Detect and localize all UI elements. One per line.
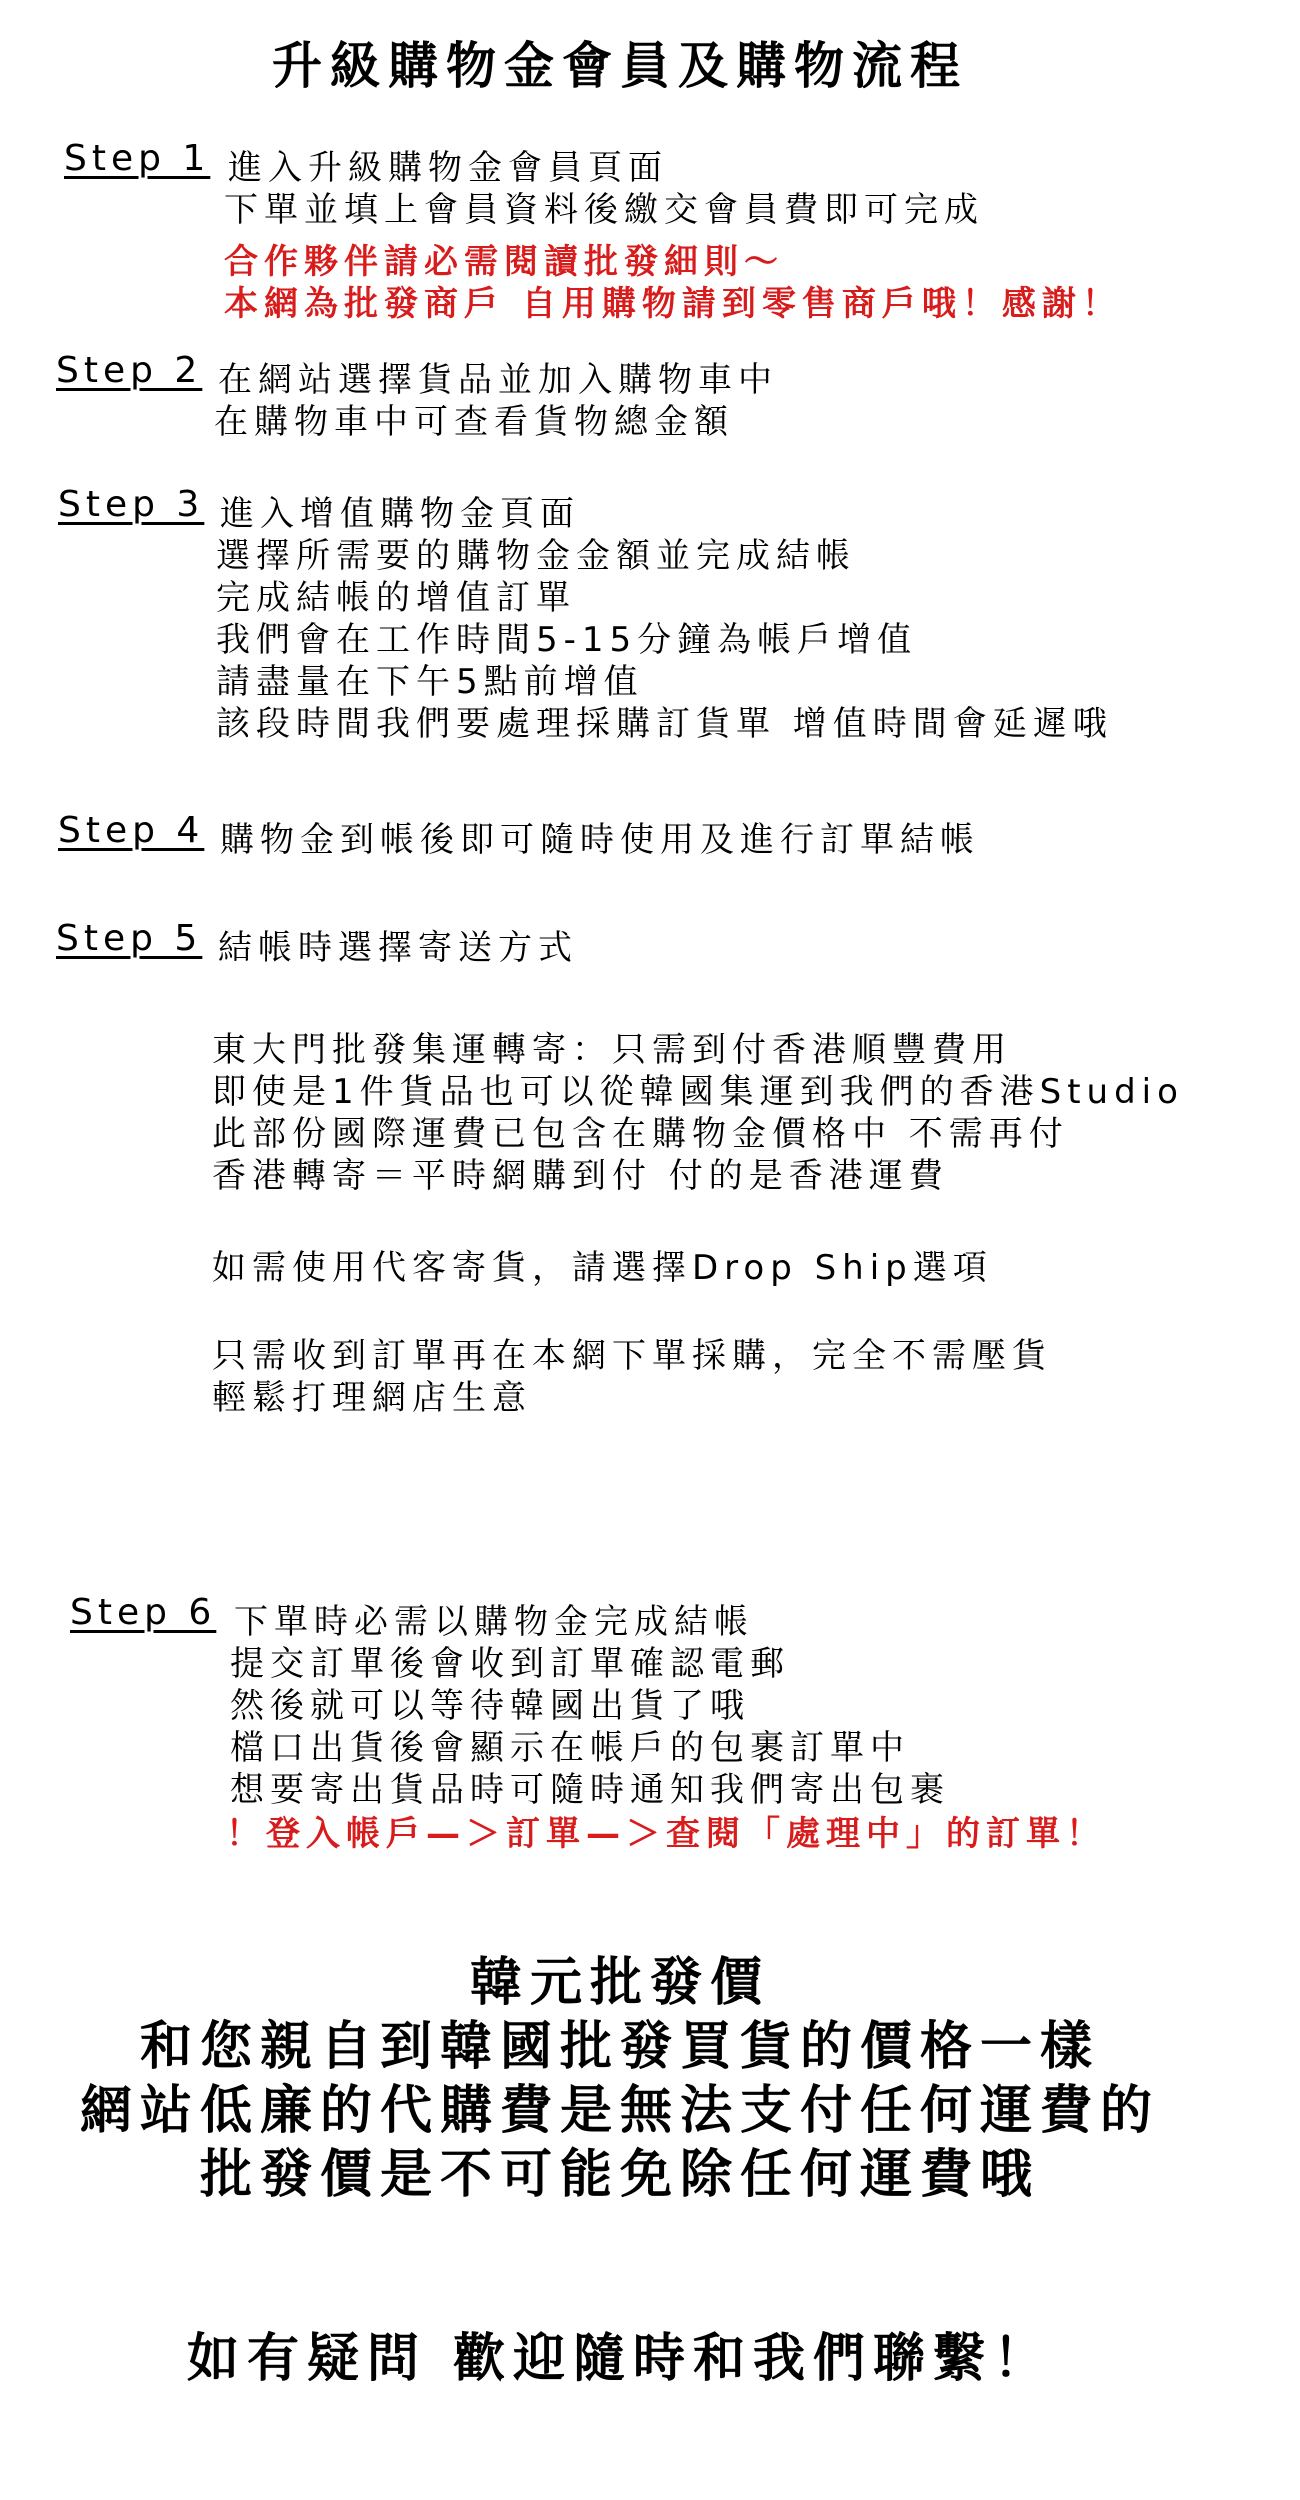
- step-4-label: Step 4: [58, 810, 205, 851]
- step-5-line: 結帳時選擇寄送方式: [218, 928, 578, 968]
- contact-message: 如有疑問 歡迎隨時和我們聯繫！: [186, 2329, 1054, 2389]
- step-6-line: 下單時必需以購物金完成結帳: [234, 1602, 754, 1642]
- step-1-label: Step 1: [64, 138, 211, 179]
- step-6-line: 然後就可以等待韓國出貨了哦: [230, 1686, 750, 1726]
- step-2-line: 在網站選擇貨品並加入購物車中: [218, 360, 778, 400]
- step-6-line: 提交訂單後會收到訂單確認電郵: [230, 1644, 790, 1684]
- step-6-line: 想要寄出貨品時可隨時通知我們寄出包裹: [230, 1770, 950, 1810]
- shipping-note: 東大門批發集運轉寄：只需到付香港順豐費用: [212, 1030, 1012, 1070]
- step-1-line: 下單並填上會員資料後繳交會員費即可完成: [224, 190, 984, 230]
- pricing-note: 網站低廉的代購費是無法支付任何運費的: [79, 2081, 1160, 2141]
- step-6-line: 檔口出貨後會顯示在帳戶的包裹訂單中: [230, 1728, 910, 1768]
- step-3-line: 完成結帳的增值訂單: [216, 578, 576, 618]
- step-3-line: 選擇所需要的購物金金額並完成結帳: [216, 536, 856, 576]
- pricing-note: 和您親自到韓國批發買貨的價格一樣: [139, 2017, 1100, 2077]
- step-5-label: Step 5: [56, 918, 203, 959]
- step-1-line: 進入升級購物金會員頁面: [228, 148, 668, 188]
- shipping-note: 輕鬆打理網店生意: [212, 1378, 532, 1418]
- step-3-line: 進入增值購物金頁面: [220, 494, 580, 534]
- page-title: 升級購物金會員及購物流程: [272, 37, 968, 95]
- step-3-line: 請盡量在下午5點前增值: [216, 662, 644, 702]
- pricing-heading: 韓元批發價: [469, 1953, 770, 2013]
- step-6-label: Step 6: [70, 1592, 217, 1633]
- shipping-note: 即使是1件貨品也可以從韓國集運到我們的香港Studio: [212, 1072, 1184, 1112]
- step-2-line: 在購物車中可查看貨物總金額: [214, 402, 734, 442]
- step-4-line: 購物金到帳後即可隨時使用及進行訂單結帳: [220, 820, 980, 860]
- shipping-note: 香港轉寄＝平時網購到付 付的是香港運費: [212, 1156, 949, 1196]
- step-1-red-note: 合作夥伴請必需閱讀批發細則～: [224, 242, 784, 282]
- step-3-line: 我們會在工作時間5-15分鐘為帳戶增值: [216, 620, 918, 660]
- step-1-red-note: 本網為批發商戶 自用購物請到零售商戶哦！感謝！: [224, 284, 1122, 324]
- step-3-line: 該段時間我們要處理採購訂貨單 增值時間會延遲哦: [216, 704, 1113, 744]
- step-6-red-note: ！登入帳戶—＞訂單—＞查閱「處理中」的訂單！: [226, 1814, 1106, 1854]
- shipping-note: 如需使用代客寄貨，請選擇Drop Ship選項: [212, 1248, 993, 1288]
- step-2-label: Step 2: [56, 350, 203, 391]
- pricing-note: 批發價是不可能免除任何運費哦: [199, 2145, 1040, 2205]
- shipping-note: 只需收到訂單再在本網下單採購，完全不需壓貨: [212, 1336, 1052, 1376]
- step-3-label: Step 3: [58, 484, 205, 525]
- shipping-note: 此部份國際運費已包含在購物金價格中 不需再付: [212, 1114, 1069, 1154]
